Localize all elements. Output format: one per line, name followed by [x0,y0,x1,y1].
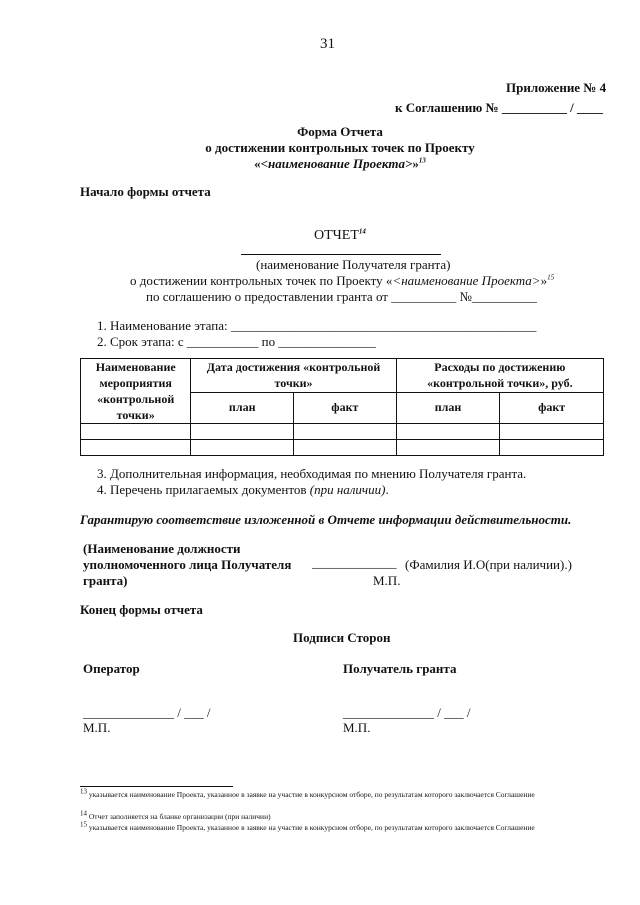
item-stage-name: 1. Наименование этапа: _______________________________________________ [97,318,537,333]
control-points-table [80,358,604,456]
table-subheader-plan: план [396,392,500,423]
form-end-label: Конец формы отчета [80,602,203,617]
stamp-label: М.П. [373,573,401,588]
parties-heading: Подписи Сторон [293,630,391,645]
position-label-line1: (Наименование должности [83,541,241,556]
footnote-15-number: 15 [80,820,87,829]
project-name-placeholder: <наименование Проекта> [260,156,413,171]
recipient-label: Получатель гранта [343,661,457,676]
footnote-13-text: указывается наименование Проекта, указанное в заявке на участие в конкурсном отборе, по результатам которого заключается Соглашение [88,790,535,799]
footnote-13-number: 13 [80,787,87,796]
agreement-prefix: к Соглашению № [395,100,499,115]
position-label-line3: гранта) [83,573,128,588]
appendix-label: Приложение № 4 [506,80,607,95]
table-cell [81,440,191,456]
table-subheader-fact: факт [500,392,604,423]
operator-stamp-label: М.П. [83,720,111,735]
table-cell [191,424,294,440]
footnote-15-text: указывается наименование Проекта, указанное в заявке на участие в конкурсном отборе, по результатам которого заключается Соглашение [88,823,535,832]
agreement-reference [395,100,603,116]
item-stage-period: 2. Срок этапа: с ___________ по _______________ [97,334,376,349]
recipient-blank-line [241,254,441,255]
footnote-ref-13: 13 [418,156,426,165]
attached-documents-period: . [385,482,389,497]
recipient-stamp-label: М.П. [343,720,371,735]
footnote-15 [80,820,605,833]
table-subheader-fact: факт [294,392,397,423]
report-subject-prefix: о достижении контрольных точек по Проекту « [130,273,393,288]
recipient-signature-blank: ______________ / ___ / [343,705,471,720]
quote-open: « [254,156,261,171]
table-cell [191,440,294,456]
table-header-date: Дата достижения «контрольной точки» [191,359,396,393]
table-cell [294,424,397,440]
table-subheader-plan: план [191,392,294,423]
report-agreement-line: по соглашению о предоставлении гранта от __________ №__________ [146,289,537,304]
report-project-placeholder: <наименование Проекта> [392,273,541,288]
operator-label: Оператор [83,661,140,676]
report-title-text: ОТЧЕТ [314,228,359,243]
report-subject-line [130,273,554,289]
footnote-14-text: Отчет заполняется на бланке организации (при наличии) [88,812,271,821]
footnote-separator [80,786,233,787]
footnote-14-number: 14 [80,809,87,818]
form-start-label: Начало формы отчета [80,184,211,199]
footnote-14 [80,809,605,822]
footnote-ref-15: 15 [547,273,555,282]
table-cell [396,424,500,440]
recipient-caption: (наименование Получателя гранта) [256,257,451,272]
report-title [314,228,366,244]
form-title-line1: Форма Отчета [297,124,383,139]
report-subject-close: » [540,273,548,288]
form-title-line2: о достижении контрольных точек по Проекту [205,140,475,155]
position-label-line2: уполномоченного лица Получателя [83,557,292,572]
table-header-expenses: Расходы по достижению «контрольной точки», руб. [396,359,603,393]
item-additional-info: 3. Дополнительная информация, необходимая по мнению Получателя гранта. [97,466,527,481]
footnote-13 [80,787,605,800]
table-row [81,440,604,456]
table-cell [500,424,604,440]
table-cell [294,440,397,456]
table-cell [500,440,604,456]
page-number: 31 [320,36,335,52]
table-row [81,424,604,440]
agreement-blanks: __________ / ____ [501,100,604,115]
signatory-name-caption: (Фамилия И.О(при наличии).) [405,557,572,572]
attached-documents-text: 4. Перечень прилагаемых документов [97,482,310,497]
guarantee-statement: Гарантирую соответствие изложенной в Отчете информации действительности. [80,512,572,527]
table-header-event: Наименование мероприятия «контрольной точки» [81,359,191,424]
operator-signature-blank: ______________ / ___ / [83,705,211,720]
quote-close: » [412,156,419,171]
footnote-ref-14: 14 [358,227,366,236]
table-cell [396,440,500,456]
item-attached-documents [97,482,389,498]
table-cell [81,424,191,440]
form-title-line3 [0,156,640,172]
attached-documents-note: (при наличии) [309,482,386,497]
signature-blank: _____________ [312,555,397,570]
